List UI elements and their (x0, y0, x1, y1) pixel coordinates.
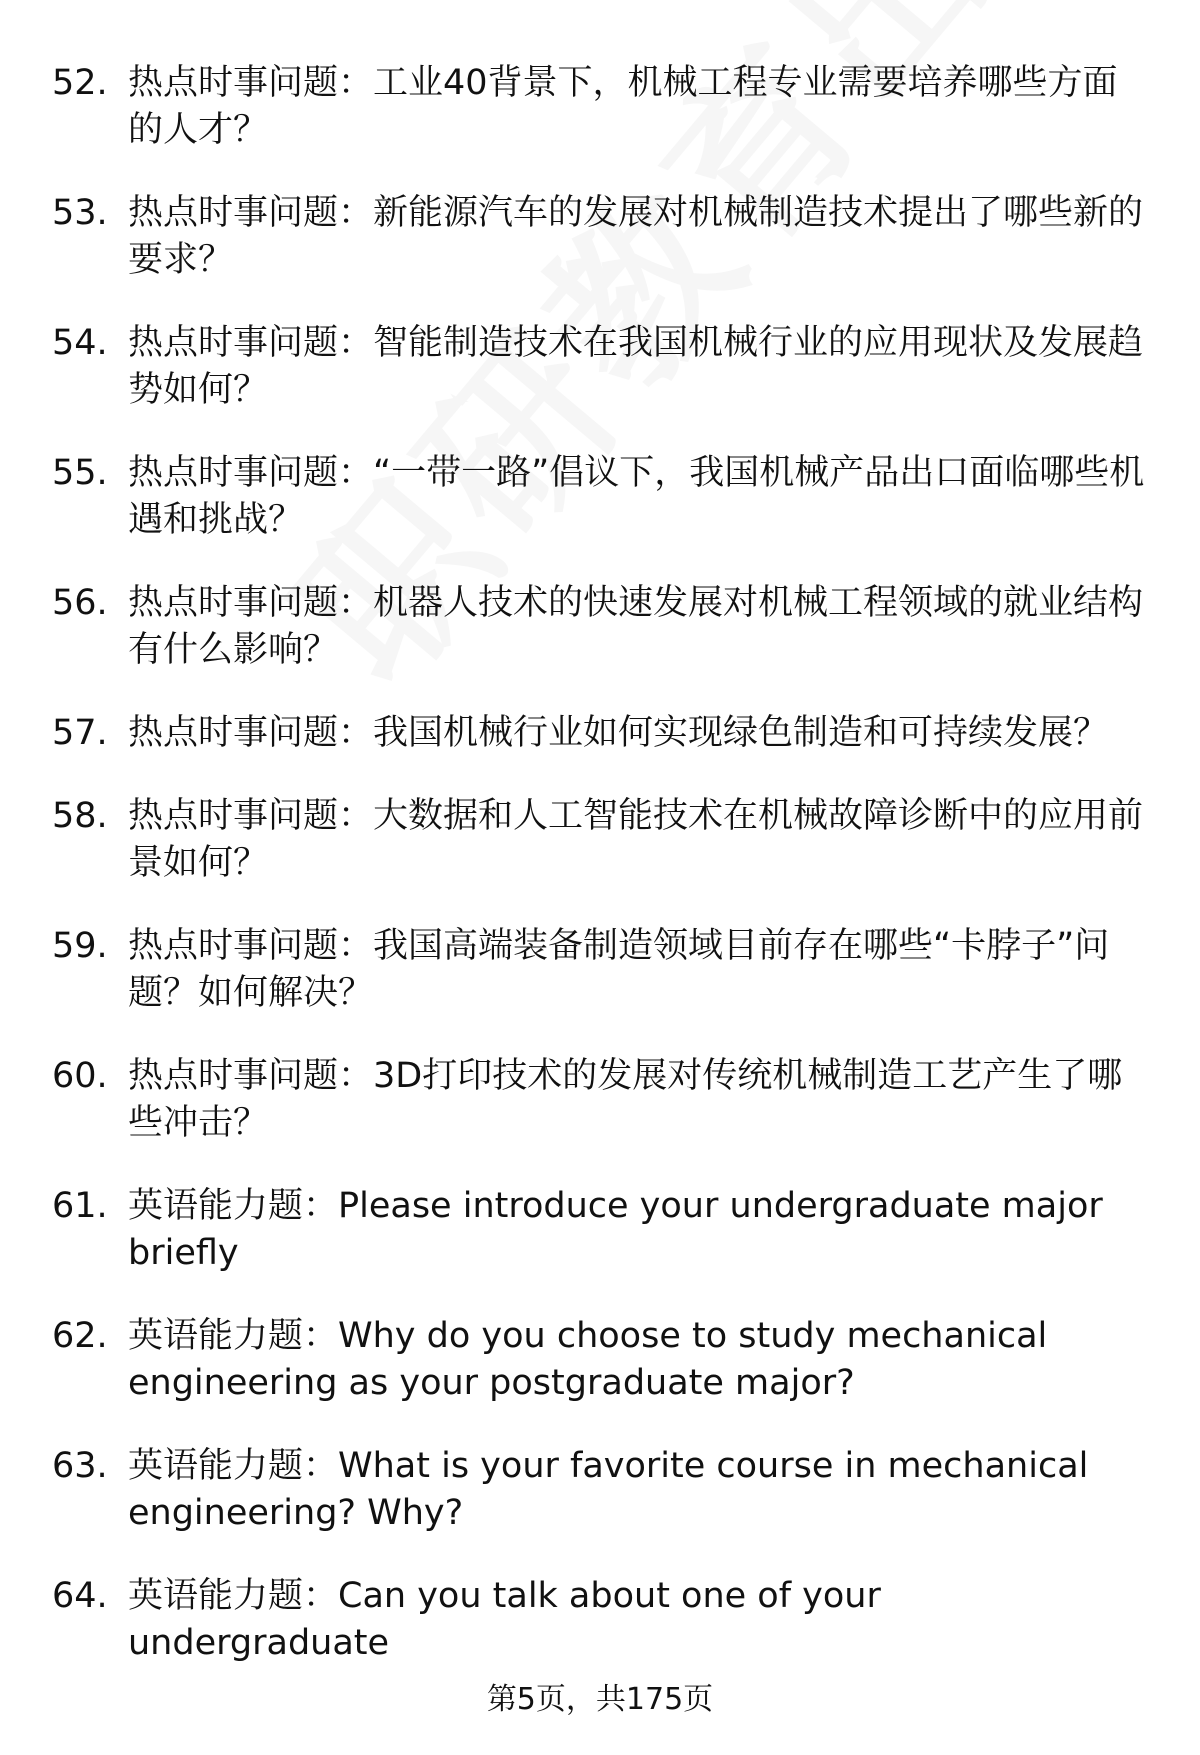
question-number: 55. (52, 453, 108, 493)
question-body: 3D打印技术的发展对传统机械制造工艺产生了哪些冲击？ (128, 1056, 1123, 1143)
question-number: 63. (52, 1446, 108, 1486)
list-item (52, 1443, 1152, 1537)
question-number: 52. (52, 63, 108, 103)
question-text (128, 1183, 1152, 1277)
question-category: 英语能力题： (128, 1576, 339, 1616)
list-item (52, 60, 1152, 154)
question-text (128, 320, 1152, 414)
question-category: 热点时事问题： (128, 63, 374, 103)
question-text (128, 1313, 1152, 1407)
question-body: 工业40背景下，机械工程专业需要培养哪些方面的人才？ (128, 63, 1118, 150)
question-body: 我国高端装备制造领域目前存在哪些“卡脖子”问题？如何解决？ (128, 926, 1110, 1013)
question-category: 热点时事问题： (128, 453, 374, 493)
question-text (128, 580, 1152, 674)
question-text (128, 1053, 1152, 1147)
question-body: Please introduce your undergraduate major briefly (128, 1186, 1103, 1273)
question-category: 热点时事问题： (128, 713, 374, 753)
question-text (128, 1443, 1152, 1537)
list-item (52, 580, 1152, 674)
question-body: 机器人技术的快速发展对机械工程领域的就业结构有什么影响？ (128, 583, 1144, 670)
question-body: Why do you choose to study mechanical engineering as your postgraduate major? (128, 1316, 1048, 1403)
question-category: 热点时事问题： (128, 193, 374, 233)
list-item (52, 710, 1152, 757)
question-category: 热点时事问题： (128, 323, 374, 363)
question-text (128, 190, 1152, 284)
question-number: 64. (52, 1576, 108, 1616)
question-number: 62. (52, 1316, 108, 1356)
question-body: “一带一路”倡议下，我国机械产品出口面临哪些机遇和挑战？ (128, 453, 1145, 540)
question-number: 57. (52, 713, 108, 753)
question-category: 英语能力题： (128, 1186, 339, 1226)
question-number: 61. (52, 1186, 108, 1226)
list-item (52, 320, 1152, 414)
question-text (128, 450, 1152, 544)
list-item (52, 190, 1152, 284)
question-category: 热点时事问题： (128, 796, 374, 836)
question-body: Can you talk about one of your undergraduate (128, 1576, 881, 1663)
list-item (52, 793, 1152, 887)
list-item (52, 1183, 1152, 1277)
question-category: 热点时事问题： (128, 1056, 374, 1096)
question-number: 60. (52, 1056, 108, 1096)
question-body: 新能源汽车的发展对机械制造技术提出了哪些新的要求？ (128, 193, 1144, 280)
question-category: 英语能力题： (128, 1446, 339, 1486)
list-item (52, 1053, 1152, 1147)
question-list (52, 60, 1152, 1703)
question-category: 英语能力题： (128, 1316, 339, 1356)
question-number: 56. (52, 583, 108, 623)
question-number: 53. (52, 193, 108, 233)
page-footer: 第5页，共175页 (486, 1682, 714, 1717)
question-text (128, 710, 1152, 757)
question-body: 我国机械行业如何实现绿色制造和可持续发展？ (373, 713, 1109, 753)
question-category: 热点时事问题： (128, 926, 374, 966)
question-text (128, 923, 1152, 1017)
list-item (52, 923, 1152, 1017)
list-item (52, 1573, 1152, 1667)
question-body: 大数据和人工智能技术在机械故障诊断中的应用前景如何？ (128, 796, 1144, 883)
question-number: 58. (52, 796, 108, 836)
question-category: 热点时事问题： (128, 583, 374, 623)
question-text (128, 1573, 1152, 1667)
list-item (52, 1313, 1152, 1407)
question-body: 智能制造技术在我国机械行业的应用现状及发展趋势如何？ (128, 323, 1144, 410)
question-number: 54. (52, 323, 108, 363)
question-text (128, 793, 1152, 887)
list-item (52, 450, 1152, 544)
question-body: What is your favorite course in mechanical engineering? Why? (128, 1446, 1089, 1533)
question-number: 59. (52, 926, 108, 966)
question-text (128, 60, 1152, 154)
